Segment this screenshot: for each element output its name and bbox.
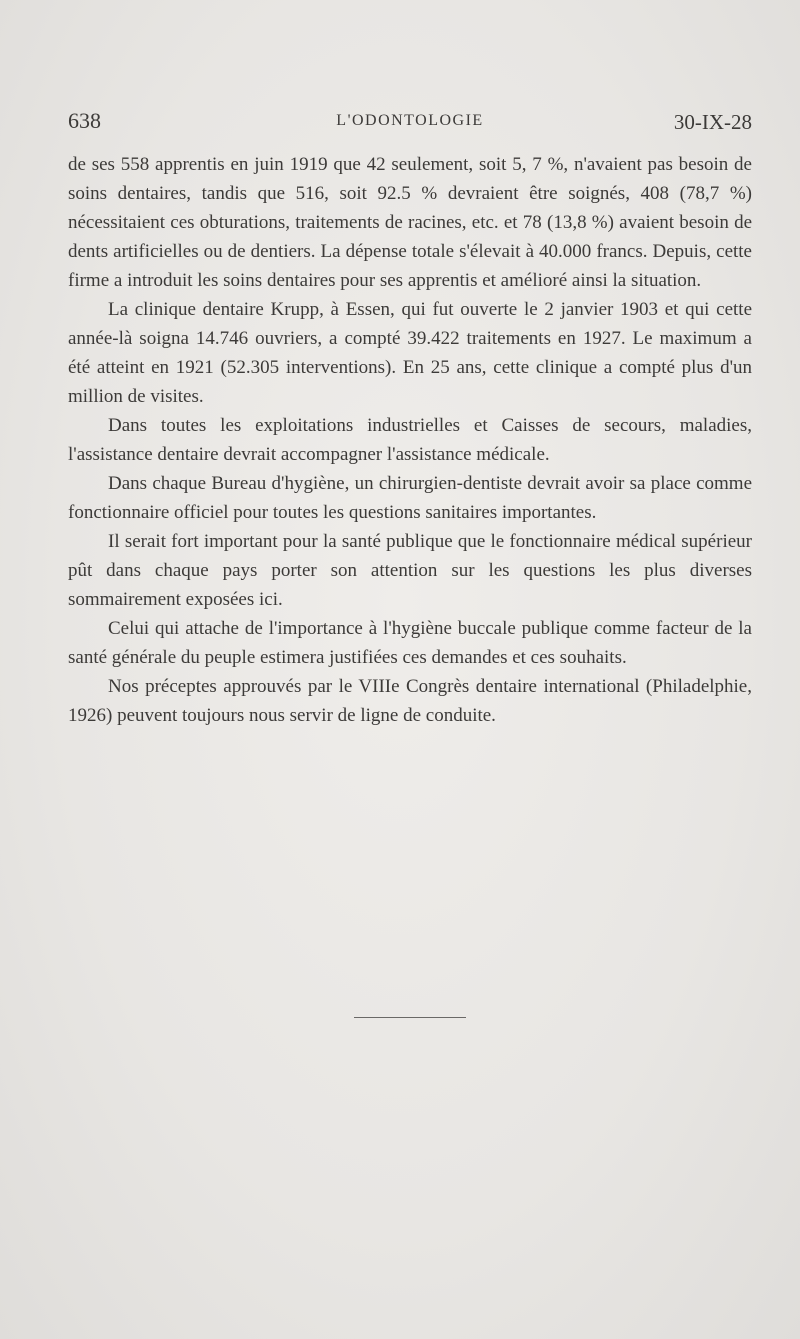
- running-title: L'ODONTOLOGIE: [336, 112, 484, 129]
- end-rule: [354, 1017, 466, 1018]
- page-number: 638: [68, 108, 101, 133]
- body-text: [68, 150, 752, 730]
- paragraph-industrial-assistance: Dans toutes les exploitations industrielles et Caisses de secours, maladies, l'assistance dentaire devrait accompagner l'assistance médicale.: [68, 415, 752, 465]
- page-header: [68, 108, 752, 142]
- issue-date: 30-IX-28: [673, 110, 752, 134]
- paragraph-krupp-clinic: La clinique dentaire Krupp, à Essen, qui fut ouverte le 2 janvier 1903 et qui cette année-là soigna 14.746 ouvriers, a compté 39.422 traitements en 1927. Le maximum a été atteint en 1921 (52.305 interventions). En 25 ans, cette clinique a compté plus d'un million de visites.: [68, 299, 752, 407]
- paragraph-continuation: de ses 558 apprentis en juin 1919 que 42 seulement, soit 5, 7 %, n'avaient pas besoin de soins dentaires, tandis que 516, soit 92.5 % devraient être soignés, 408 (78,7 %) nécessitaient ces obturations, traitements de racines, etc. et 78 (13,8 %) avaient besoin de dents artificielles ou de dentiers. La dépense totale s'élevait à 40.000 francs. Depuis, cette firme a introduit les soins dentaires pour ses apprentis et amélioré ainsi la situation.: [68, 154, 752, 291]
- paragraph-hygiene-bureau: Dans chaque Bureau d'hygiène, un chirurgien-dentiste devrait avoir sa place comme fonctionnaire officiel pour toutes les questions sanitaires importantes.: [68, 473, 752, 523]
- paragraph-congress-precepts: Nos préceptes approuvés par le VIIIe Congrès dentaire international (Philadelphie, 1926) peuvent toujours nous servir de ligne de conduite.: [68, 676, 752, 726]
- paragraph-oral-hygiene: Celui qui attache de l'importance à l'hygiène buccale publique comme facteur de la santé générale du peuple estimera justifiées ces demandes et ces souhaits.: [68, 618, 752, 668]
- paragraph-public-health: Il serait fort important pour la santé publique que le fonctionnaire médical supérieur pût dans chaque pays porter son attention sur les questions les plus diverses sommairement exposées ici.: [68, 531, 752, 610]
